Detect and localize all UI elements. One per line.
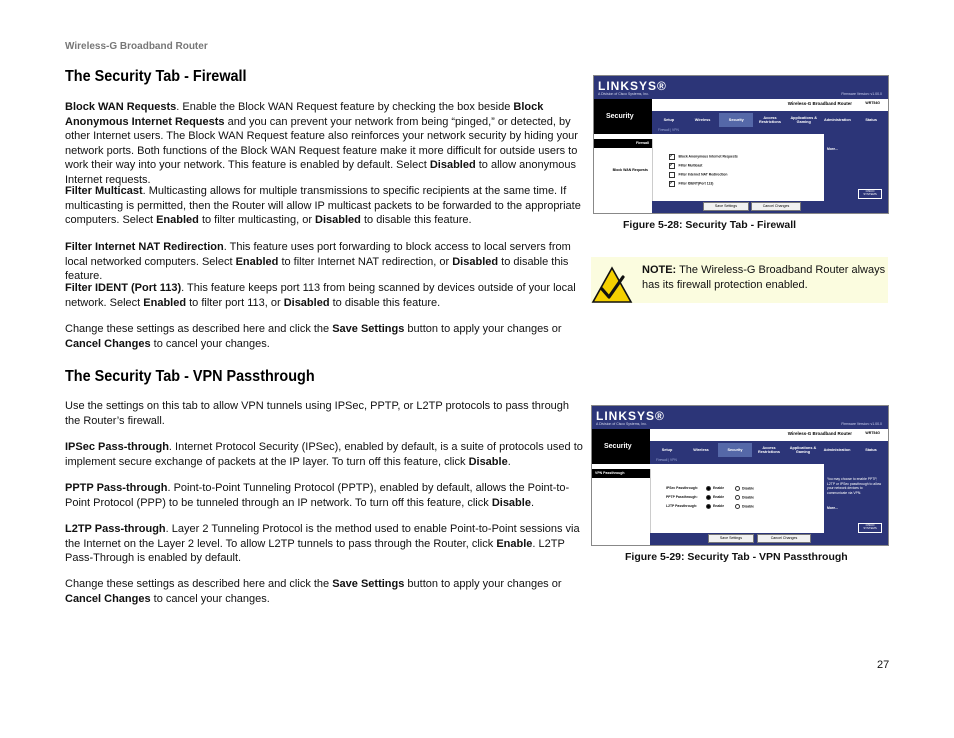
term-enabled: Enabled xyxy=(156,214,199,227)
note-text xyxy=(642,263,887,292)
paragraph-l2tp xyxy=(65,522,587,566)
tab-setup[interactable]: Setup xyxy=(663,118,675,122)
term-save-settings: Save Settings xyxy=(332,578,405,590)
term-filter-multicast: Filter Multicast xyxy=(65,185,143,197)
tab-administration[interactable]: Administration xyxy=(824,118,851,122)
paragraph-filter-nat xyxy=(65,240,587,284)
text: to disable this feature. xyxy=(65,255,569,283)
radio-enable[interactable] xyxy=(706,504,711,509)
checkbox[interactable] xyxy=(669,163,675,169)
section-label: Security xyxy=(606,113,634,120)
text: . This feature keeps port 113 from being scanned by devices outside of your local network. Select xyxy=(65,282,576,309)
section-title-firewall: The Security Tab - Firewall xyxy=(65,68,247,85)
section-label: Security xyxy=(604,443,632,450)
cisco-logo: CISCO SYSTEMS xyxy=(858,523,882,533)
row-label: PPTP Passthrough: xyxy=(666,495,698,500)
option-label: Filter Internet NAT Redirection xyxy=(678,172,728,177)
text: to filter multicasting, or xyxy=(198,214,316,227)
figure-caption-firewall: Figure 5-28: Security Tab - Firewall xyxy=(623,219,797,231)
term-cancel-changes: Cancel Changes xyxy=(65,337,151,350)
subtab-links[interactable]: Firewall | VPN xyxy=(656,458,677,462)
disable-label: Disable xyxy=(742,486,755,491)
linksys-logo: LINKSYS® xyxy=(598,79,667,93)
text: The Wireless-G Broadband Router always has its firewall protection enabled. xyxy=(642,264,886,291)
tab-applications-gaming[interactable]: Applications & Gaming xyxy=(790,116,818,124)
term-block-wan: Block WAN Requests xyxy=(65,101,177,113)
term-filter-ident: Filter IDENT (Port 113) xyxy=(65,282,182,294)
row-label: IPSec Passthrough: xyxy=(666,486,699,491)
option-filter-multicast[interactable] xyxy=(669,163,702,169)
disable-label: Disable xyxy=(742,504,755,509)
checkmark-note-icon xyxy=(591,266,633,304)
side-heading: VPN Passthrough xyxy=(595,471,625,475)
help-text: You may choose to enable PPTP, L2TP or IPSec passthrough to allow your network devices to communicate via VPN. xyxy=(827,477,882,495)
term-disable: Disable xyxy=(491,496,531,509)
tab-bar xyxy=(650,443,888,457)
paragraph-change-settings-2 xyxy=(65,577,587,606)
product-name: Wireless-G Broadband Router xyxy=(787,101,852,106)
term-disabled: Disabled xyxy=(452,255,499,268)
paragraph-filter-ident xyxy=(65,281,587,310)
side-item-block-wan: Block WAN Requests xyxy=(612,168,648,172)
checkbox[interactable] xyxy=(669,181,675,187)
paragraph-change-settings-1 xyxy=(65,322,587,351)
paragraph-pptp xyxy=(65,481,587,510)
radio-enable[interactable] xyxy=(706,486,711,491)
cancel-changes-button[interactable]: Cancel Changes xyxy=(751,202,801,211)
tab-bar xyxy=(652,113,888,127)
row-l2tp xyxy=(666,504,754,509)
option-filter-ident[interactable] xyxy=(669,181,713,187)
option-filter-nat[interactable] xyxy=(669,172,727,178)
text: . Internet Protocol Security (IPSec), enabled by default, is a suite of protocols used to implement secure exchange of packets at the IP layer. To turn off this feature, click xyxy=(65,441,583,468)
tab-security[interactable]: Security xyxy=(718,443,752,457)
cancel-changes-button[interactable]: Cancel Changes xyxy=(757,534,811,543)
checkbox[interactable] xyxy=(669,172,675,178)
radio-disable[interactable] xyxy=(735,486,740,491)
help-more-link[interactable]: More... xyxy=(827,506,838,510)
text: . This feature uses port forwarding to block access to local servers from local networked computers. Select xyxy=(65,241,571,268)
term-disabled: Disabled xyxy=(429,159,476,172)
term-enabled: Enabled xyxy=(235,255,279,268)
firmware-version: Firmware Version: v1.00.0 xyxy=(841,92,882,96)
term-disabled: Disabled xyxy=(315,214,361,227)
figure-vpn-screenshot xyxy=(591,405,889,546)
tab-access-restrictions[interactable]: Access Restrictions xyxy=(759,116,781,124)
term-disabled: Disabled xyxy=(283,296,330,309)
page-number: 27 xyxy=(877,659,890,671)
save-settings-button[interactable]: Save Settings xyxy=(708,534,754,543)
model-name: WRT54G xyxy=(865,101,880,105)
product-name: Wireless-G Broadband Router xyxy=(787,431,852,436)
text: . L2TP Pass-Through is enabled by default. xyxy=(65,537,565,565)
term-cancel-changes: Cancel Changes xyxy=(65,592,151,605)
subtab-links[interactable]: Firewall | VPN xyxy=(658,128,679,132)
term-l2tp: L2TP Pass-through xyxy=(65,523,166,535)
tab-access-restrictions[interactable]: Access Restrictions xyxy=(758,446,780,454)
enable-label: Enable xyxy=(713,495,725,500)
tab-wireless[interactable]: Wireless xyxy=(693,448,709,452)
enable-label: Enable xyxy=(713,504,725,509)
text: . Layer 2 Tunneling Protocol is the method used to enable Point-to-Point sessions via the Internet on the Layer 2 level. To allow L2TP tunnels to pass through the Router, click xyxy=(65,523,580,550)
term-filter-nat: Filter Internet NAT Redirection xyxy=(65,241,224,253)
tab-setup[interactable]: Setup xyxy=(661,448,673,452)
note-label: NOTE: xyxy=(642,264,677,276)
paragraph-vpn-intro: Use the settings on this tab to allow VPN tunnels using IPSec, PPTP, or L2TP protocols to pass through the Router’s firewall. xyxy=(65,400,570,427)
text: to filter Internet NAT redirection, or xyxy=(278,255,453,268)
text: . Multicasting allows for multiple transmissions to specific recipients at the same time. If multicasting is permitted, then the Router will allow IP multicast packets to be forwarded to the appropriate computers. Select xyxy=(65,185,581,227)
figure-caption-vpn: Figure 5-29: Security Tab - VPN Passthrough xyxy=(625,551,848,563)
logo-subtitle: A Division of Cisco Systems, Inc. xyxy=(596,422,647,426)
paragraph-ipsec xyxy=(65,440,587,469)
radio-enable[interactable] xyxy=(706,495,711,500)
paragraph-block-wan xyxy=(65,100,587,188)
text: . Enable the Block WAN Request feature by checking the box beside xyxy=(176,101,514,113)
help-more-link[interactable]: More... xyxy=(827,147,838,151)
text: Change these settings as described here and click the xyxy=(65,323,333,335)
text: to disable this feature. xyxy=(329,296,441,309)
term-enabled: Enabled xyxy=(143,296,187,309)
paragraph-filter-multicast xyxy=(65,184,587,228)
term-save-settings: Save Settings xyxy=(332,323,405,335)
option-label: Block Anonymous Internet Requests xyxy=(678,154,738,159)
tab-status[interactable]: Status xyxy=(865,118,877,122)
save-settings-button[interactable]: Save Settings xyxy=(703,202,749,211)
term-enable: Enable xyxy=(496,537,533,550)
firmware-version: Firmware Version: v1.00.0 xyxy=(841,422,882,426)
side-heading: Firewall xyxy=(635,141,649,145)
text: . xyxy=(507,455,511,468)
tab-wireless[interactable]: Wireless xyxy=(694,118,711,122)
disable-label: Disable xyxy=(742,495,755,500)
model-name: WRT54G xyxy=(865,431,880,435)
text: button to apply your changes or xyxy=(404,323,562,335)
checkbox[interactable] xyxy=(669,154,675,160)
tab-status[interactable]: Status xyxy=(865,448,877,452)
radio-disable[interactable] xyxy=(735,495,740,500)
tab-security[interactable]: Security xyxy=(719,113,753,127)
text: to filter port 113, or xyxy=(186,296,284,309)
section-title-vpn: The Security Tab - VPN Passthrough xyxy=(65,368,315,385)
enable-label: Enable xyxy=(713,486,725,491)
text: Change these settings as described here and click the xyxy=(65,578,333,590)
row-ipsec xyxy=(666,486,754,491)
figure-firewall-screenshot xyxy=(593,75,889,214)
option-block-anon[interactable] xyxy=(669,154,738,160)
term-ipsec: IPSec Pass-through xyxy=(65,441,169,453)
text: to allow anonymous Internet requests. xyxy=(65,159,576,186)
text: . Point-to-Point Tunneling Protocol (PPTP), enabled by default, allows the Point-to-Point Protocol (PPP) to be tunneled through an IP network. To turn off this feature, click xyxy=(65,482,570,509)
term-disable: Disable xyxy=(468,455,508,468)
row-label: L2TP Passthrough: xyxy=(666,504,698,509)
tab-applications-gaming[interactable]: Applications & Gaming xyxy=(789,446,817,454)
linksys-logo: LINKSYS® xyxy=(596,409,665,423)
option-label: Filter Multicast xyxy=(678,163,703,168)
text: to cancel your changes. xyxy=(150,337,270,350)
logo-subtitle: A Division of Cisco Systems, Inc. xyxy=(598,92,649,96)
text: button to apply your changes or xyxy=(404,578,562,590)
running-header: Wireless-G Broadband Router xyxy=(65,41,208,52)
text: to disable this feature. xyxy=(360,214,472,227)
cisco-logo: CISCO SYSTEMS xyxy=(858,189,882,199)
text: and you can prevent your network from being “pinged,” or detected, by other Internet users. The Block WAN Request feature also reinforces your network security by hiding your network ports. Both functions of the Block WAN Request feature make it more difficult for outside users to work their way into your network. This feature is enabled by default. Select xyxy=(65,115,578,172)
tab-administration[interactable]: Administration xyxy=(823,448,851,452)
radio-disable[interactable] xyxy=(735,504,740,509)
text: to cancel your changes. xyxy=(150,592,270,605)
option-label: Filter IDENT(Port 113) xyxy=(678,181,714,186)
term-block-anon: Block Anonymous Internet Requests xyxy=(65,101,544,128)
term-pptp: PPTP Pass-through xyxy=(65,482,168,494)
text: . xyxy=(530,496,535,509)
row-pptp xyxy=(666,495,754,500)
